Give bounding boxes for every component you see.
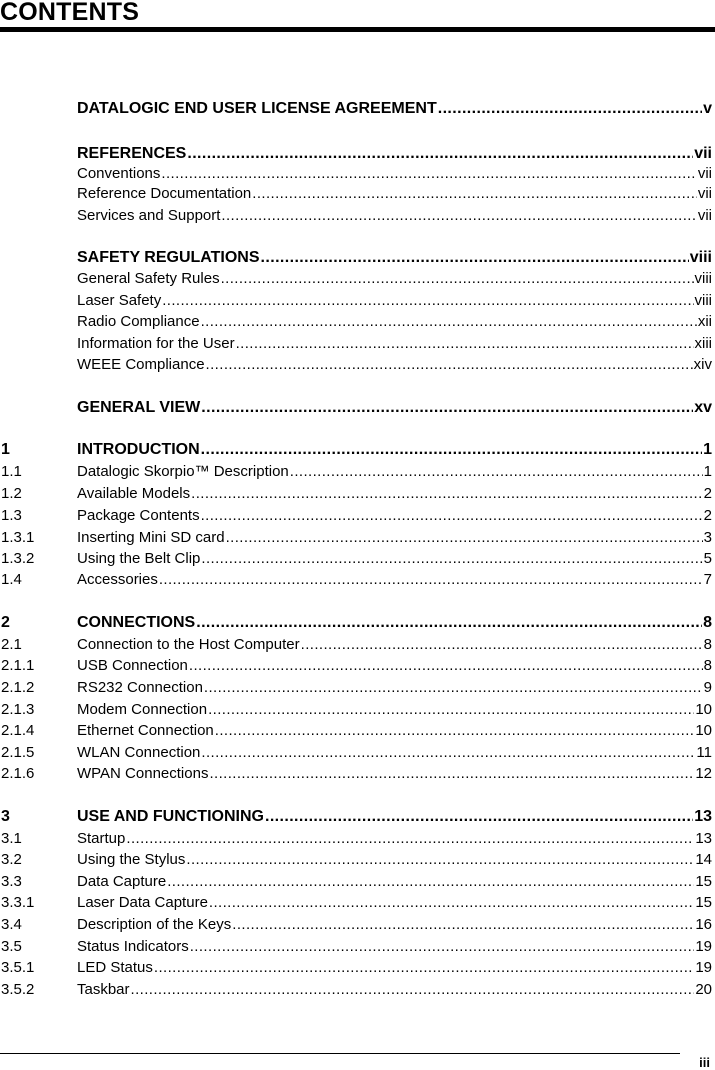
toc-entry-title: Ethernet Connection [77, 722, 214, 739]
toc-entry-title: USB Connection [77, 657, 188, 674]
toc-dot-leader [252, 185, 697, 203]
toc-entry-page: 9 [703, 679, 712, 696]
toc-entry-page: 11 [696, 744, 712, 761]
toc-entry-page: vii [697, 185, 712, 202]
toc-entry-number: 2.1.1 [1, 657, 35, 674]
toc-entry-number: 3.5.1 [1, 959, 35, 976]
toc-entry-page: 5 [703, 550, 712, 567]
toc-entry-page: 13 [695, 830, 712, 847]
toc-entry-title: REFERENCES [77, 145, 187, 162]
toc-dot-leader [201, 550, 702, 568]
toc-entry[interactable] [0, 699, 715, 719]
toc-entry-title: INTRODUCTION [77, 441, 200, 458]
toc-entry-title: WEEE Compliance [77, 356, 205, 373]
toc-dot-leader [201, 507, 703, 525]
toc-entry-number: 2.1.3 [1, 701, 35, 718]
toc-entry[interactable] [0, 828, 715, 848]
toc-dot-leader [196, 614, 702, 632]
toc-entry[interactable] [0, 354, 715, 374]
toc-entry-page: 16 [695, 916, 712, 933]
toc-entry-page: vii [697, 207, 712, 224]
toc-entry[interactable] [0, 742, 715, 762]
toc-dot-leader [201, 744, 695, 762]
toc-entry-page: 15 [695, 894, 712, 911]
toc-entry-page: 8 [703, 614, 712, 631]
toc-entry[interactable] [0, 849, 715, 869]
toc-entry[interactable] [0, 612, 715, 632]
toc-entry-page: 10 [695, 701, 712, 718]
toc-entry[interactable] [0, 720, 715, 740]
toc-entry-title: Startup [77, 830, 126, 847]
toc-entry[interactable] [0, 806, 715, 826]
toc-entry-page: vii [697, 165, 712, 182]
toc-dot-leader [265, 808, 693, 826]
toc-entry-page: 1 [703, 441, 712, 458]
toc-entry[interactable] [0, 871, 715, 891]
toc-entry-number: 3.3 [1, 873, 22, 890]
toc-entry[interactable] [0, 268, 715, 288]
toc-entry-title: Radio Compliance [77, 313, 200, 330]
toc-entry[interactable] [0, 183, 715, 203]
toc-entry-title: LED Status [77, 959, 153, 976]
toc-entry[interactable] [0, 655, 715, 675]
toc-entry-number: 1.4 [1, 571, 22, 588]
toc-entry-page: viii [694, 292, 712, 309]
toc-entry-number: 3.5 [1, 938, 22, 955]
toc-dot-leader [201, 399, 693, 417]
toc-entry-title: Laser Data Capture [77, 894, 208, 911]
toc-entry[interactable] [0, 461, 715, 481]
toc-entry-number: 1.1 [1, 463, 22, 480]
toc-dot-leader [201, 313, 697, 331]
toc-entry-page: 15 [695, 873, 712, 890]
toc-entry[interactable] [0, 290, 715, 310]
toc-entry-number: 2.1.6 [1, 765, 35, 782]
toc-entry-page: xv [694, 399, 712, 416]
toc-entry[interactable] [0, 957, 715, 977]
toc-entry-title: Reference Documentation [77, 185, 252, 202]
toc-entry-number: 3 [1, 808, 10, 825]
toc-entry-page: 12 [695, 765, 712, 782]
toc-entry-number: 3.4 [1, 916, 22, 933]
toc-entry-number: 3.2 [1, 851, 22, 868]
toc-entry[interactable] [0, 397, 715, 417]
toc-entry[interactable] [0, 439, 715, 459]
toc-entry-number: 3.1 [1, 830, 22, 847]
toc-entry-title: Data Capture [77, 873, 167, 890]
toc-entry-number: 1.3.1 [1, 529, 35, 546]
toc-entry-title: WPAN Connections [77, 765, 209, 782]
toc-entry-page: 8 [703, 657, 712, 674]
toc-entry-title: Package Contents [77, 507, 200, 524]
toc-dot-leader [167, 873, 694, 891]
toc-dot-leader [215, 722, 695, 740]
toc-entry[interactable] [0, 143, 715, 163]
toc-dot-leader [131, 981, 695, 999]
toc-entry-number: 2.1.5 [1, 744, 35, 761]
toc-entry-title: Taskbar [77, 981, 130, 998]
toc-entry-page: vii [694, 145, 712, 162]
toc-dot-leader [221, 207, 696, 225]
toc-entry-number: 2.1 [1, 636, 22, 653]
toc-dot-leader [232, 916, 694, 934]
toc-entry-title: Status Indicators [77, 938, 189, 955]
toc-entry-page: xiv [693, 356, 712, 373]
toc-entry-title: Using the Stylus [77, 851, 186, 868]
toc-entry-title: Available Models [77, 485, 191, 502]
page-title: CONTENTS [0, 0, 140, 26]
toc-entry[interactable] [0, 205, 715, 225]
toc-entry-number: 3.5.2 [1, 981, 35, 998]
toc-entry-number: 2.1.4 [1, 722, 35, 739]
toc-entry-page: 14 [695, 851, 712, 868]
toc-dot-leader [209, 894, 694, 912]
toc-entry-page: viii [689, 249, 712, 266]
toc-entry-title: Information for the User [77, 335, 235, 352]
toc-dot-leader [221, 270, 694, 288]
toc-entry-page: 13 [694, 808, 712, 825]
toc-entry-title: Modem Connection [77, 701, 208, 718]
toc-dot-leader [301, 636, 703, 654]
toc-entry[interactable] [0, 247, 715, 267]
toc-entry-page: viii [694, 270, 712, 287]
toc-entry-page: 10 [695, 722, 712, 739]
toc-entry-title: GENERAL VIEW [77, 399, 201, 416]
toc-entry-number: 3.3.1 [1, 894, 35, 911]
toc-entry-title: Conventions [77, 165, 161, 182]
toc-entry[interactable] [0, 311, 715, 331]
toc-dot-leader [191, 485, 703, 503]
toc-entry-page: 20 [695, 981, 712, 998]
toc-entry-page: 8 [703, 636, 712, 653]
toc-dot-leader [154, 959, 694, 977]
title-rule [0, 27, 715, 32]
toc-dot-leader [236, 335, 694, 353]
toc-entry-title: Services and Support [77, 207, 221, 224]
toc-entry-title: DATALOGIC END USER LICENSE AGREEMENT [77, 100, 437, 117]
toc-entry[interactable] [0, 979, 715, 999]
toc-entry-title: Description of the Keys [77, 916, 232, 933]
toc-entry-page: 3 [703, 529, 712, 546]
toc-entry-title: Datalogic Skorpio™ Description [77, 463, 289, 480]
toc-entry-title: General Safety Rules [77, 270, 220, 287]
toc-entry-title: Inserting Mini SD card [77, 529, 225, 546]
toc-dot-leader [201, 441, 702, 459]
toc-entry-title: RS232 Connection [77, 679, 203, 696]
toc-dot-leader [206, 356, 693, 374]
toc-dot-leader [438, 100, 702, 118]
toc-entry-title: WLAN Connection [77, 744, 201, 761]
toc-entry[interactable] [0, 527, 715, 547]
toc-dot-leader [226, 529, 703, 547]
toc-entry[interactable] [0, 677, 715, 697]
toc-entry-title: Laser Safety [77, 292, 162, 309]
toc-entry-number: 2 [1, 614, 10, 631]
toc-entry[interactable] [0, 634, 715, 654]
toc-dot-leader [208, 701, 694, 719]
toc-entry-title: Using the Belt Clip [77, 550, 201, 567]
toc-entry-title: SAFETY REGULATIONS [77, 249, 260, 266]
toc-dot-leader [209, 765, 694, 783]
toc-entry[interactable] [0, 505, 715, 525]
toc-entry[interactable] [0, 936, 715, 956]
toc-dot-leader [187, 145, 693, 163]
toc-entry-page: 2 [703, 507, 712, 524]
toc-entry-title: Connection to the Host Computer [77, 636, 300, 653]
toc-entry-number: 1.2 [1, 485, 22, 502]
toc-entry[interactable] [0, 763, 715, 783]
toc-entry-page: 19 [695, 959, 712, 976]
toc-entry[interactable] [0, 569, 715, 589]
toc-entry-title: CONNECTIONS [77, 614, 196, 631]
toc-entry-title: Accessories [77, 571, 158, 588]
toc-dot-leader [261, 249, 689, 267]
toc-dot-leader [290, 463, 703, 481]
toc-entry-page: 7 [703, 571, 712, 588]
toc-entry-number: 1.3.2 [1, 550, 35, 567]
toc-dot-leader [162, 292, 693, 310]
toc-entry-page: 19 [695, 938, 712, 955]
footer-rule [0, 1053, 680, 1054]
toc-entry-page: v [703, 100, 712, 117]
toc-entry-page: xiii [694, 335, 712, 352]
toc-dot-leader [161, 165, 696, 183]
toc-entry-number: 1 [1, 441, 10, 458]
toc-entry[interactable] [0, 163, 715, 183]
toc-entry[interactable] [0, 548, 715, 568]
toc-entry[interactable] [0, 483, 715, 503]
toc-dot-leader [204, 679, 703, 697]
toc-dot-leader [189, 657, 703, 675]
toc-entry-title: USE AND FUNCTIONING [77, 808, 264, 825]
footer-page-number: iii [699, 1055, 710, 1070]
toc-entry-page: 2 [703, 485, 712, 502]
toc-dot-leader [190, 938, 695, 956]
toc-dot-leader [126, 830, 694, 848]
toc-entry-page: 1 [703, 463, 712, 480]
toc-dot-leader [186, 851, 694, 869]
toc-entry-page: xii [697, 313, 712, 330]
toc-entry[interactable] [0, 333, 715, 353]
toc-entry[interactable] [0, 892, 715, 912]
toc-entry-number: 1.3 [1, 507, 22, 524]
toc-entry[interactable] [0, 98, 715, 118]
toc-entry[interactable] [0, 914, 715, 934]
toc-dot-leader [159, 571, 703, 589]
toc-entry-number: 2.1.2 [1, 679, 35, 696]
